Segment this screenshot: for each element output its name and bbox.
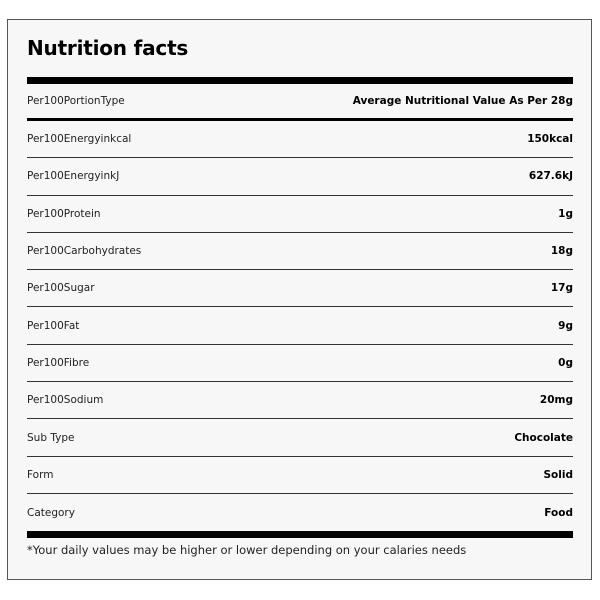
row-value: 627.6kJ	[528, 170, 573, 183]
row-label: Per100EnergyinkJ	[27, 170, 120, 183]
row-value: 0g	[558, 356, 573, 369]
row-value: Average Nutritional Value As Per 28g	[352, 95, 573, 107]
table-row-sugar	[27, 270, 573, 307]
table-row-fibre	[27, 345, 573, 382]
row-value: 1g	[558, 207, 573, 220]
table-row-carbohydrates	[27, 233, 573, 270]
nutrition-table	[27, 77, 573, 538]
nutrition-facts-panel	[7, 19, 592, 580]
row-value: 150kcal	[527, 133, 573, 146]
row-value: Food	[544, 506, 573, 519]
row-value: 17g	[550, 282, 573, 295]
table-row-energy-kcal	[27, 121, 573, 158]
row-label: Sub Type	[27, 431, 75, 444]
row-label: Per100PortionType	[27, 95, 125, 107]
row-label: Per100Energyinkcal	[27, 133, 132, 146]
table-row-sub-type	[27, 419, 573, 456]
row-label: Form	[27, 468, 54, 481]
footnote: *Your daily values may be higher or lower depending on your calaries needs	[27, 543, 467, 557]
table-row-sodium	[27, 382, 573, 419]
row-value: 9g	[558, 319, 573, 332]
table-row-portion-type	[27, 84, 573, 121]
table-row-energy-kj	[27, 158, 573, 195]
row-label: Per100Sodium	[27, 394, 104, 407]
row-label: Per100Fibre	[27, 356, 90, 369]
row-label: Per100Fat	[27, 319, 80, 332]
row-label: Per100Sugar	[27, 282, 95, 295]
row-value: 18g	[550, 245, 573, 258]
page-title: Nutrition facts	[27, 36, 189, 60]
row-value: Chocolate	[514, 431, 573, 444]
row-value: Solid	[543, 468, 573, 481]
bottom-divider-bar	[27, 531, 573, 538]
table-row-form	[27, 457, 573, 494]
table-row-category	[27, 494, 573, 531]
row-value: 20mg	[539, 394, 573, 407]
row-label: Per100Protein	[27, 207, 101, 220]
table-row-protein	[27, 196, 573, 233]
row-label: Category	[27, 506, 75, 519]
table-row-fat	[27, 307, 573, 344]
top-divider-bar	[27, 77, 573, 84]
row-label: Per100Carbohydrates	[27, 245, 142, 258]
